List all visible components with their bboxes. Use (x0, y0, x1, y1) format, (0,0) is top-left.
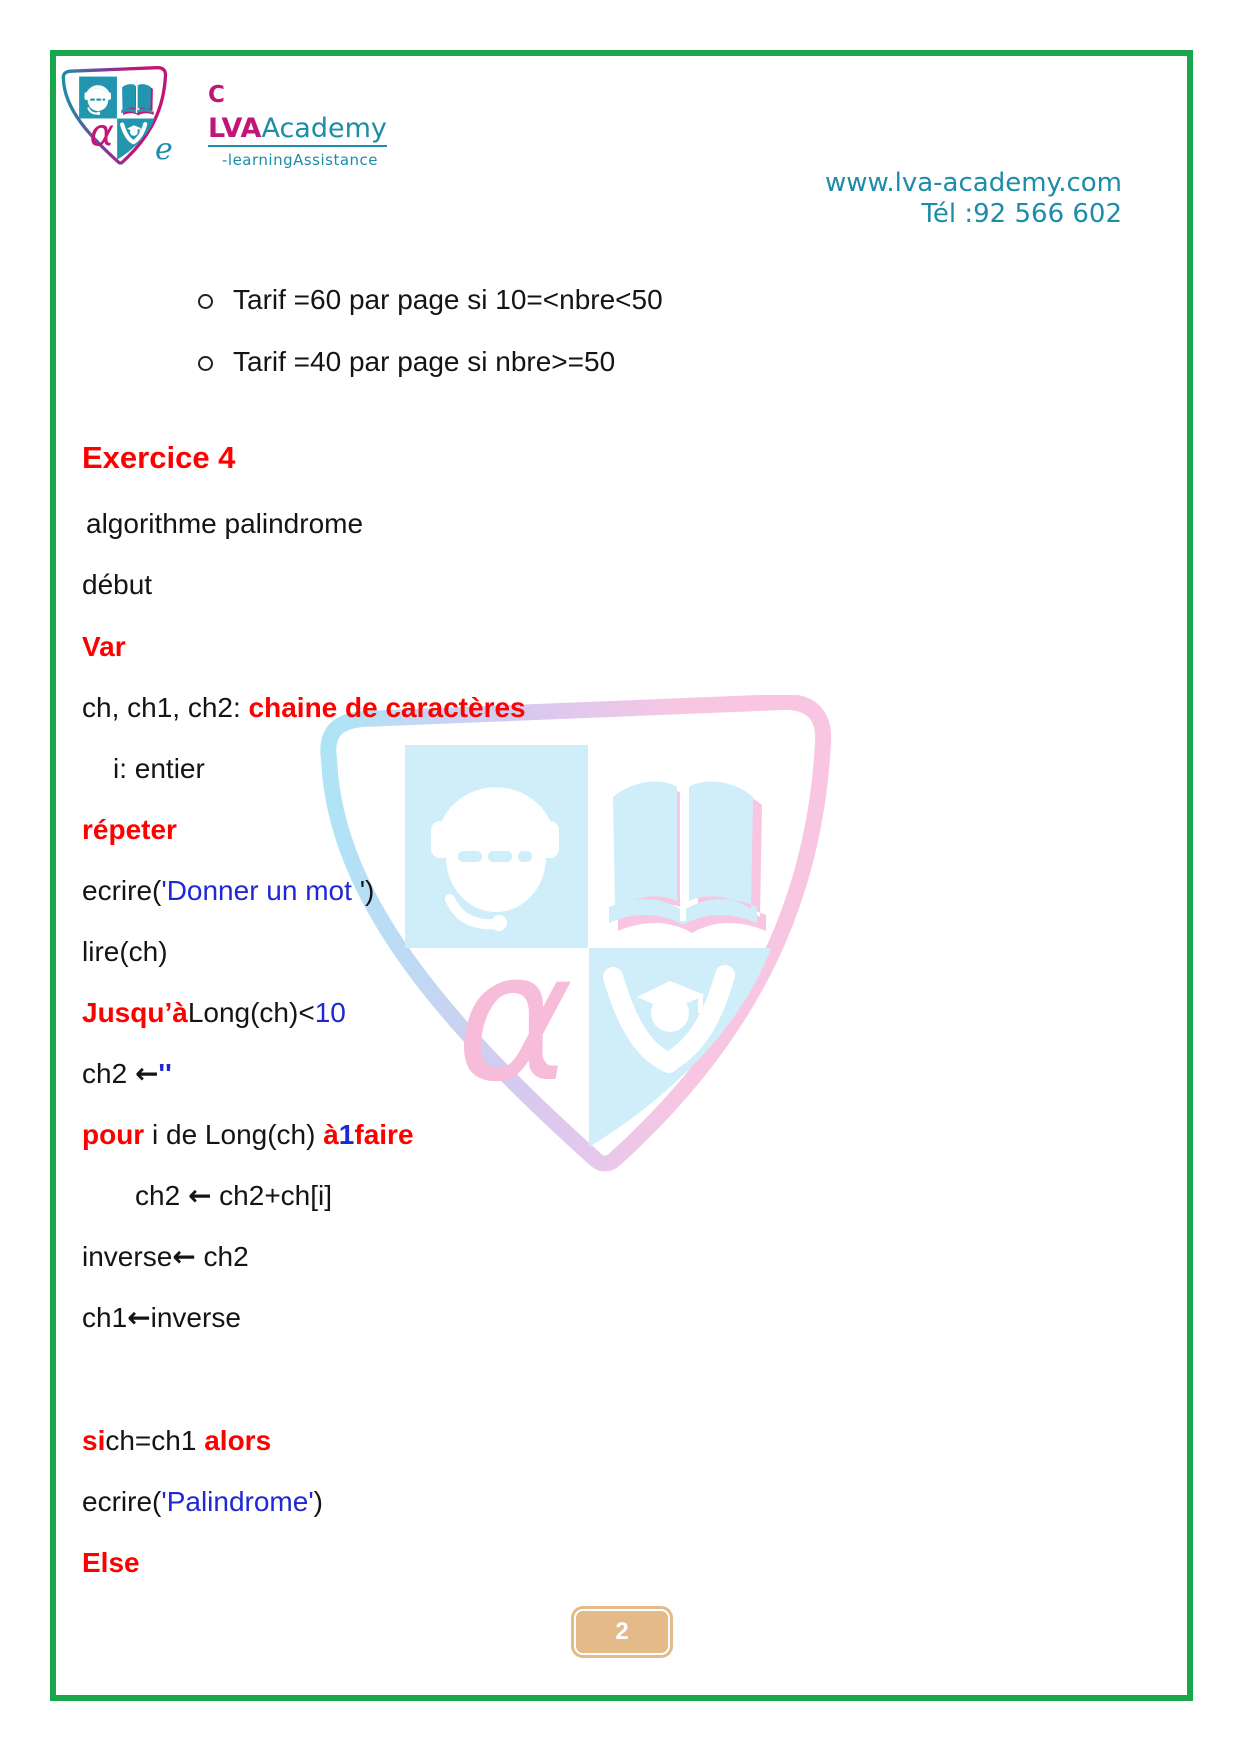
text-segment: 'Palindrome' (161, 1486, 314, 1517)
algorithm-line (82, 1546, 140, 1580)
algorithm-line (82, 1057, 172, 1091)
bullet-circle-icon (198, 294, 213, 309)
text-segment: alors (204, 1425, 272, 1456)
text-segment: '' (158, 1058, 172, 1089)
algorithm-line (82, 1240, 249, 1274)
algorithm-line (82, 935, 168, 969)
svg-text:α: α (89, 111, 114, 155)
algorithm-line (82, 813, 177, 847)
text-segment: ch2 (135, 1180, 188, 1211)
brand-block (208, 82, 387, 169)
text-segment: 1 (338, 1119, 355, 1150)
algorithm-line (113, 752, 205, 786)
text-segment: i de Long(ch) (144, 1119, 324, 1150)
text-segment: ch1 (82, 1302, 128, 1333)
logo-e-letter: e (155, 132, 173, 167)
algorithm-line (82, 1301, 241, 1335)
text-segment: ) (313, 1486, 323, 1517)
text-segment: Long(ch)< (187, 997, 315, 1028)
algorithm-line (82, 691, 526, 725)
algorithm-line (82, 1118, 414, 1152)
text-segment: répeter (82, 814, 177, 845)
algorithm-line (82, 1424, 271, 1458)
bullet-list-item (233, 283, 663, 317)
text-segment: 10 (314, 997, 346, 1028)
algorithm-line (82, 630, 126, 664)
text-segment: à (323, 1119, 339, 1150)
text-segment: ecrire( (82, 875, 162, 906)
svg-text:α: α (456, 914, 574, 1121)
page-number: 2 (615, 1618, 629, 1645)
text-segment: si (82, 1425, 106, 1456)
text-segment: ← (134, 1057, 159, 1090)
text-segment: Else (82, 1547, 140, 1578)
text-segment: ch2 (195, 1241, 249, 1272)
algorithm-line (86, 507, 363, 541)
text-segment: ch=ch1 (105, 1425, 205, 1456)
brand-letter-c: C (208, 82, 225, 108)
text-segment: Jusqu’à (82, 997, 188, 1028)
lva-academy-logo (56, 66, 170, 166)
text-segment: inverse (82, 1241, 173, 1272)
text-segment: lire(ch) (82, 936, 168, 967)
text-segment: 'Donner un mot (161, 875, 360, 906)
text-segment: ') (359, 875, 375, 906)
text-segment: Tarif =60 par page si 10=<nbre<50 (233, 284, 663, 315)
text-segment: chaine de caractères (248, 692, 526, 723)
text-segment: début (82, 569, 153, 600)
exercise-heading: Exercice 4 (82, 440, 236, 475)
algorithm-line (82, 996, 346, 1030)
brand-tagline: -learningAssistance (222, 151, 379, 169)
text-segment: ← (187, 1179, 212, 1212)
phone-number: Tél :92 566 602 (921, 199, 1122, 229)
algorithm-line (135, 1179, 332, 1213)
text-segment: Var (82, 631, 126, 662)
text-segment: ← (172, 1240, 196, 1273)
algorithm-line (82, 874, 374, 908)
contact-block (825, 168, 1122, 230)
text-segment: faire (354, 1119, 414, 1150)
text-segment: pour (82, 1119, 145, 1150)
text-segment: ch2 (82, 1058, 135, 1089)
bullet-circle-icon (198, 356, 213, 371)
text-segment: algorithme palindrome (86, 508, 364, 539)
page-number-badge (574, 1609, 670, 1655)
text-segment: ch2+ch[i] (211, 1180, 333, 1211)
text-segment: i: entier (113, 753, 205, 784)
text-segment: inverse (150, 1302, 241, 1333)
brand-name-academy: Academy (261, 113, 387, 144)
text-segment: ch, ch1, ch2: (82, 692, 249, 723)
text-segment: ← (127, 1301, 151, 1334)
text-segment: Tarif =40 par page si nbre>=50 (233, 346, 616, 377)
text-segment: ecrire( (82, 1486, 162, 1517)
bullet-list-item (233, 345, 615, 379)
brand-name (208, 113, 387, 147)
brand-name-lva: LVA (208, 113, 262, 144)
algorithm-line (82, 568, 152, 602)
algorithm-line (82, 1485, 323, 1519)
website-link[interactable]: www.lva-academy.com (824, 168, 1122, 198)
